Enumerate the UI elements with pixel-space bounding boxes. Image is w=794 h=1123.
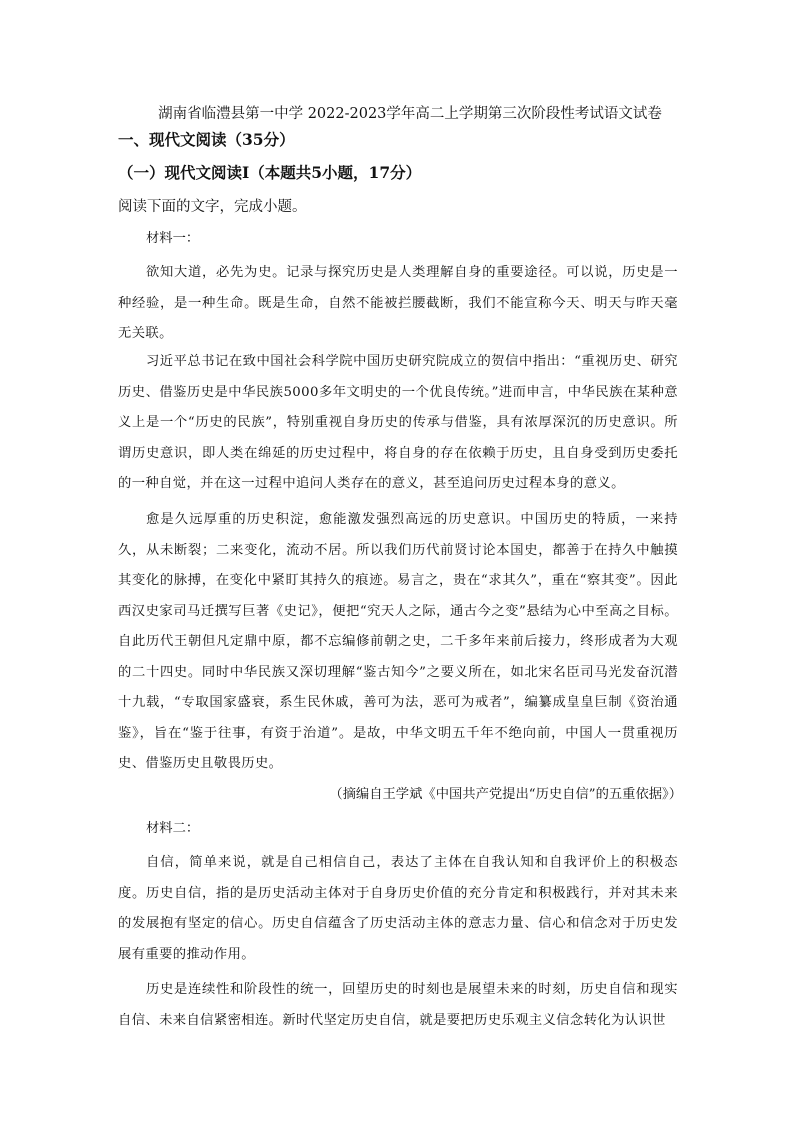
reading-instruction: 阅读下面的文字，完成小题。 xyxy=(118,199,307,215)
material-1-source-citation: （摘编自王学斌《中国共产党提出“历史自信”的五重依据》） xyxy=(329,787,682,802)
material-2-label: 材料二： xyxy=(146,821,200,836)
material-1-label: 材料一： xyxy=(146,231,200,246)
material-2-paragraph-1: 自信，简单来说，就是自己相信自己，表达了主体在自我认知和自我评价上的积极态度。历史自信，指的是历史活动主体对于自身历史价值的充分肯定和积极践行，并对其未来的发展抱有坚定的信心。历史自信蕴含了历史活动主体的意志力量、信心和信念对于历史发展有重要的推动作用。 xyxy=(118,855,678,962)
exam-title: 湖南省临澧县第一中学 2022-2023学年高二上学期第三次阶段性考试语文试卷 xyxy=(158,106,662,122)
material-2-paragraph-2: 历史是连续性和阶段性的统一，回望历史的时刻也是展望未来的时刻，历史自信和现实自信、未来自信紧密相连。新时代坚定历史自信，就是要把历史乐观主义信念转化为认识世 xyxy=(118,982,678,1028)
subsection-heading-reading-1: （一）现代文阅读Ⅰ（本题共5小题，17分） xyxy=(118,163,422,182)
material-1-paragraph-3: 愈是久远厚重的历史积淀，愈能激发强烈高远的历史意识。中国历史的特质，一来持久，从未断裂；二来变化，流动不居。所以我们历代前贤讨论本国史，都善于在持久中触摸其变化的脉搏，在变化中紧盯其持久的痕迹。易言之，贵在“求其久”，重在“察其变”。因此西汉史家司马迁撰写巨著《史记》，便把“究天人之际，通古今之变”悬结为心中至高之目标。自此历代王朝但凡定鼎中原，都不忘编修前朝之史，二千多年来前后接力，终形成者为大观的二十四史。同时中华民族又深切理解“鉴古知今”之要义所在，如北宋名臣司马光发奋沉潜十九载，“专取国家盛衰，系生民休戚，善可为法，恶可为戒者”，编纂成皇皇巨制《资治通鉴》，旨在“鉴于往事，有资于治道”。是故，中华文明五千年不绝向前，中国人一贯重视历史、借鉴历史且敬畏历史。 xyxy=(118,512,678,771)
material-1-paragraph-2: 习近平总书记在致中国社会科学院中国历史研究院成立的贺信中指出：“重视历史、研究历史、借鉴历史是中华民族5000多年文明史的一个优良传统。”进而申言，中华民族在某种意义上是一个“历史的民族”，特别重视自身历史的传承与借鉴，具有浓厚深沉的历史意识。所谓历史意识，即人类在绵延的历史过程中，将自身的存在依赖于历史，且自身受到历史委托的一种自觉，并在这一过程中追问人类存在的意义，甚至追问历史过程本身的意义。 xyxy=(118,354,678,491)
section-heading-modern-reading: 一、现代文阅读（35分） xyxy=(118,130,295,149)
material-1-paragraph-1: 欲知大道，必先为史。记录与探究历史是人类理解自身的重要途径。可以说，历史是一种经验，是一种生命。既是生命，自然不能被拦腰截断，我们不能宣称今天、明天与昨天毫无关联。 xyxy=(118,265,678,341)
